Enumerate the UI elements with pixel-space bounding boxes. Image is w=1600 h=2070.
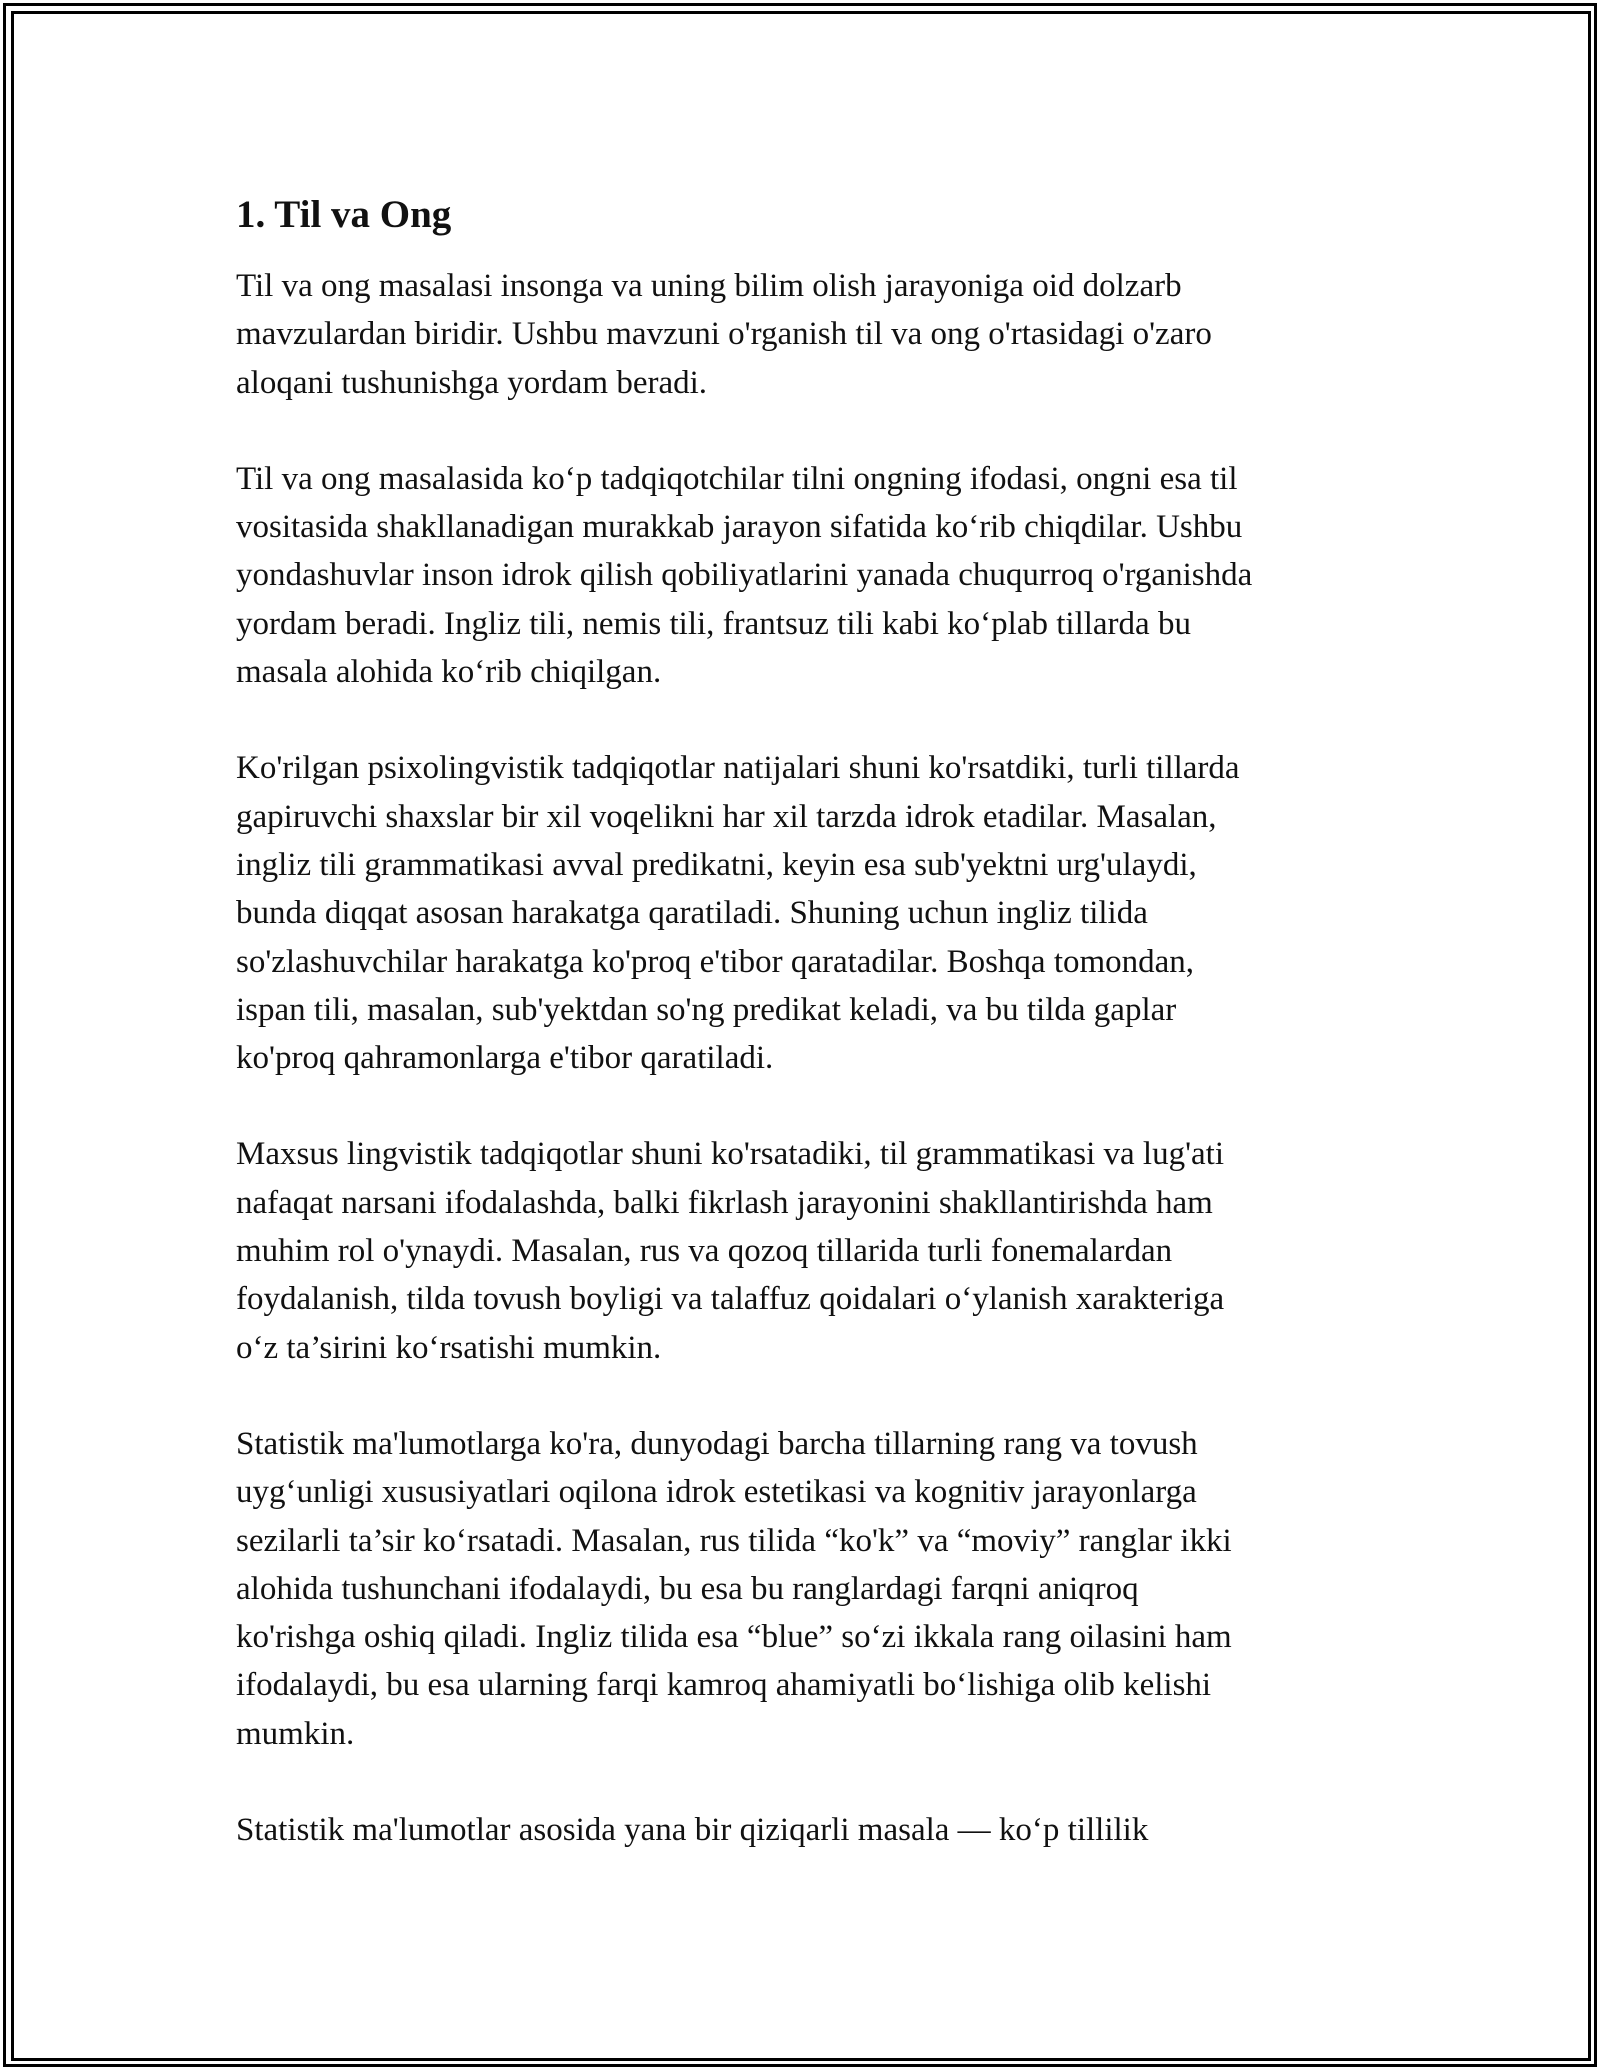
paragraph-line: aloqani tushunishga yordam beradi. bbox=[236, 364, 708, 401]
paragraph-line: gapiruvchi shaxslar bir xil voqelikni har xil tarzda idrok etadilar. Masalan, bbox=[236, 798, 1217, 835]
paragraph-line: ifodalaydi, bu esa ularning farqi kamroq ahamiyatli bo‘lishiga olib kelishi bbox=[236, 1667, 1212, 1704]
paragraph-line: ingliz tili grammatikasi avval predikatni, keyin esa sub'yektni urg'ulaydi, bbox=[236, 846, 1197, 883]
paragraph-line: Til va ong masalasi insonga va uning bilim olish jarayoniga oid dolzarb bbox=[236, 268, 1182, 304]
paragraph-line: o‘z ta’sirini ko‘rsatishi mumkin. bbox=[236, 1329, 662, 1366]
document-body bbox=[236, 188, 1396, 1902]
paragraph-line: yondashuvlar inson idrok qilish qobiliyatlarini yanada chuqurroq o'rganishda bbox=[236, 557, 1253, 594]
paragraph-line: Ko'rilgan psixolingvistik tadqiqotlar natijalari shuni ko'rsatdiki, turli tillarda bbox=[236, 750, 1240, 787]
paragraph-line: masala alohida ko‘rib chiqilgan. bbox=[236, 654, 662, 691]
paragraph-line: muhim rol o'ynaydi. Masalan, rus va qozoq tillarida turli fonemalardan bbox=[236, 1233, 1173, 1270]
paragraph-line: mumkin. bbox=[236, 1715, 355, 1752]
section-heading: 1. Til va Ong bbox=[236, 193, 452, 236]
paragraph-line: mavzulardan biridir. Ushbu mavzuni o'rganish til va ong o'rtasidagi o'zaro bbox=[236, 316, 1212, 353]
paragraph-line: nafaqat narsani ifodalashda, balki fikrlash jarayonini shakllantirishda ham bbox=[236, 1184, 1213, 1221]
paragraph bbox=[236, 262, 1396, 407]
paragraph bbox=[236, 1130, 1396, 1371]
paragraph-line: Statistik ma'lumotlarga ko'ra, dunyodagi barcha tillarning rang va tovush bbox=[236, 1425, 1198, 1462]
paragraph-line: ko'proq qahramonlarga e'tibor qaratiladi. bbox=[236, 1040, 774, 1077]
paragraph bbox=[236, 744, 1396, 1082]
paragraph-line: sezilarli ta’sir ko‘rsatadi. Masalan, rus tilida “ko'k” va “moviy” ranglar ikki bbox=[236, 1522, 1232, 1559]
paragraph-line: Til va ong masalasida ko‘p tadqiqotchilar tilni ongning ifodasi, ongni esa til bbox=[236, 460, 1238, 497]
paragraph-line: uyg‘unligi xususiyatlari oqilona idrok estetikasi va kognitiv jarayonlarga bbox=[236, 1474, 1197, 1511]
paragraph-line: ispan tili, masalan, sub'yektdan so'ng predikat keladi, va bu tilda gaplar bbox=[236, 991, 1177, 1028]
paragraph-line: Statistik ma'lumotlar asosida yana bir qiziqarli masala — ko‘p tillilik bbox=[236, 1812, 1149, 1849]
paragraph-line: Maxsus lingvistik tadqiqotlar shuni ko'rsatadiki, til grammatikasi va lug'ati bbox=[236, 1136, 1225, 1173]
paragraph bbox=[236, 455, 1396, 696]
paragraph-line: foydalanish, tilda tovush boyligi va talaffuz qoidalari o‘ylanish xarakteriga bbox=[236, 1281, 1225, 1318]
paragraph bbox=[236, 1420, 1396, 1758]
paragraph-line: yordam beradi. Ingliz tili, nemis tili, frantsuz tili kabi ko‘plab tillarda bu bbox=[236, 605, 1191, 642]
paragraph-line: so'zlashuvchilar harakatga ko'proq e'tibor qaratadilar. Boshqa tomondan, bbox=[236, 943, 1195, 980]
paragraph-list bbox=[236, 262, 1396, 1854]
paragraph-line: bunda diqqat asosan harakatga qaratiladi. Shuning uchun ingliz tilida bbox=[236, 895, 1148, 932]
paragraph-line: vositasida shakllanadigan murakkab jarayon sifatida ko‘rib chiqdilar. Ushbu bbox=[236, 509, 1243, 546]
paragraph-line: alohida tushunchani ifodalaydi, bu esa bu ranglardagi farqni aniqroq bbox=[236, 1570, 1139, 1607]
paragraph bbox=[236, 1806, 1396, 1854]
paragraph-line: ko'rishga oshiq qiladi. Ingliz tilida esa “blue” so‘zi ikkala rang oilasini ham bbox=[236, 1619, 1232, 1656]
